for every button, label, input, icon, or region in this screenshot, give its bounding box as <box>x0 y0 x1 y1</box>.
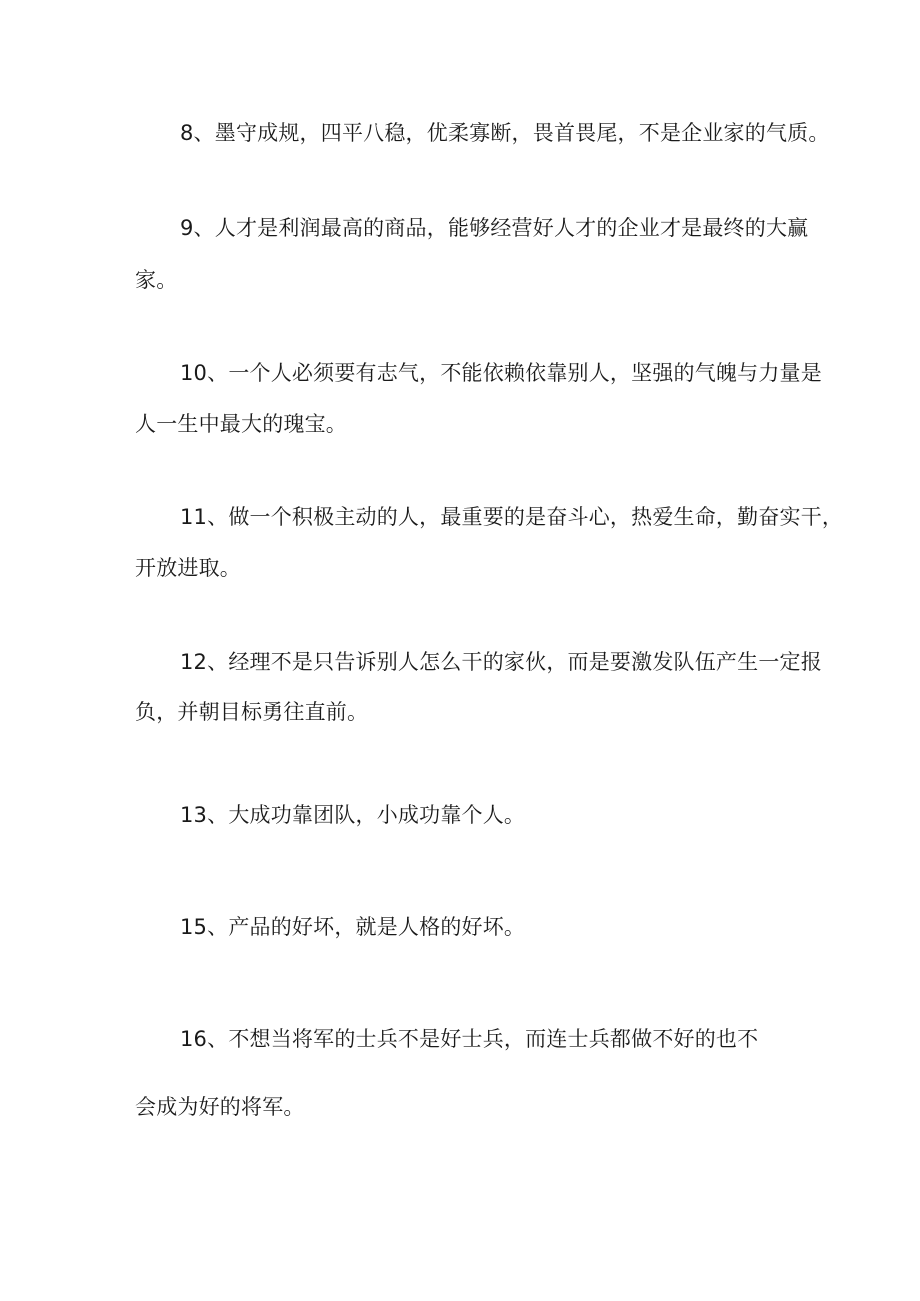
quote-10-line-2: 人一生中最大的瑰宝。 <box>135 412 347 436</box>
quote-13-line-1: 13、大成功靠团队，小成功靠个人。 <box>180 803 526 827</box>
quote-12-line-2: 负，并朝目标勇往直前。 <box>135 700 369 724</box>
quote-8-line-1: 8、墨守成规，四平八稳，优柔寡断，畏首畏尾，不是企业家的气质。 <box>180 121 830 145</box>
quote-15-line-1: 15、产品的好坏，就是人格的好坏。 <box>180 915 526 939</box>
quote-9-line-2: 家。 <box>135 268 178 292</box>
quote-9-line-1: 9、人才是利润最高的商品，能够经营好人才的企业才是最终的大赢 <box>180 216 809 240</box>
quote-12-line-1: 12、经理不是只告诉别人怎么干的家伙，而是要激发队伍产生一定报 <box>180 650 822 674</box>
quote-11-line-1: 11、做一个积极主动的人，最重要的是奋斗心，热爱生命，勤奋实干， <box>180 505 844 529</box>
quote-16-line-2: 会成为好的将军。 <box>135 1095 305 1119</box>
quote-11-line-2: 开放进取。 <box>135 556 241 580</box>
quote-10-line-1: 10、一个人必须要有志气，不能依赖依靠别人，坚强的气魄与力量是 <box>180 361 822 385</box>
quote-16-line-1: 16、不想当将军的士兵不是好士兵，而连士兵都做不好的也不 <box>180 1027 759 1051</box>
